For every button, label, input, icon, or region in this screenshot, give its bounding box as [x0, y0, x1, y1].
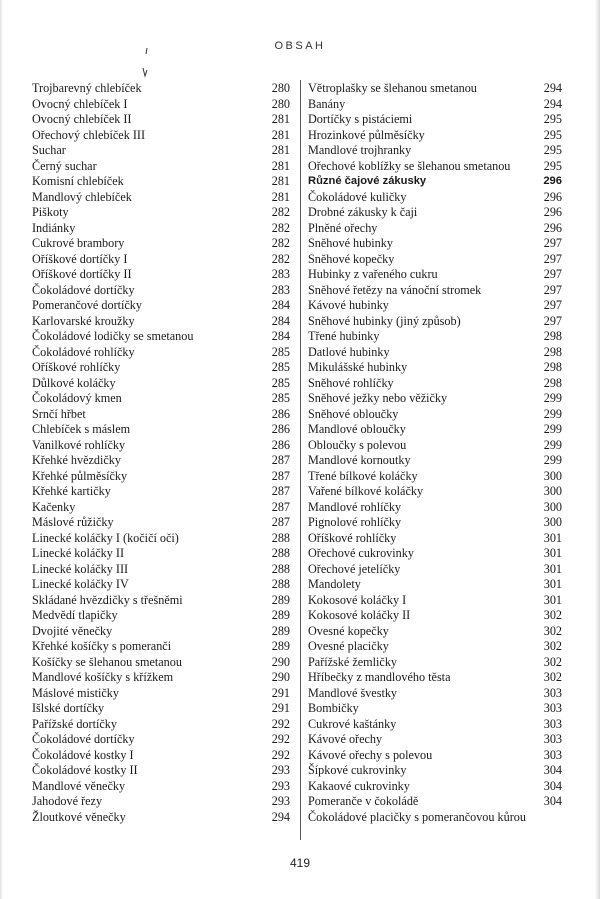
toc-entry-title: Čokoládové rohlíčky — [32, 344, 135, 359]
toc-entry-title: Různé čajové zákusky — [308, 175, 427, 187]
toc-entry-title: Indiánky — [32, 220, 76, 235]
toc-entry — [308, 500, 562, 516]
toc-entry-page: 300 — [543, 499, 562, 514]
toc-entry-title: Dvojité věnečky — [32, 623, 113, 638]
toc-entry-title: Bombičky — [308, 701, 359, 715]
toc-entry-page: 294 — [543, 96, 562, 111]
toc-entry-title: Čokoládové dortíčky — [32, 282, 135, 297]
toc-entry-page: 280 — [271, 96, 290, 111]
toc-entry-title: Máslové mističky — [32, 685, 119, 700]
toc-entry — [308, 345, 562, 361]
toc-entry-page: 293 — [271, 794, 290, 808]
toc-entry-title: Sněhové obloučky — [308, 406, 399, 421]
toc-entry-title: Třené bílkové koláčky — [308, 468, 418, 483]
toc-entry — [308, 376, 562, 392]
toc-entry — [308, 670, 562, 686]
toc-entry-page: 288 — [271, 577, 290, 591]
toc-entry — [308, 779, 562, 795]
toc-entry-title: Komisní chlebíček — [32, 174, 124, 188]
toc-entry — [32, 608, 290, 624]
toc-entry — [308, 190, 562, 206]
toc-entry-page: 290 — [271, 670, 290, 684]
toc-entry-page: 292 — [271, 732, 290, 746]
toc-entry-title: Srnčí hřbet — [32, 406, 86, 421]
toc-entry-title: Mandlové věnečky — [32, 778, 126, 793]
toc-entry — [308, 391, 562, 407]
toc-entry-title: Skládané hvězdičky s třešněmi — [32, 592, 183, 607]
toc-entry-title: Pomeranče v čokoládě — [308, 794, 419, 808]
toc-entry — [308, 593, 562, 609]
toc-entry — [308, 577, 562, 593]
page-title: OBSAH — [274, 40, 326, 52]
toc-entry-page: 282 — [271, 205, 290, 219]
toc-entry — [308, 112, 562, 128]
toc-entry-page: 299 — [543, 437, 562, 452]
toc-entry-page: 296 — [543, 175, 562, 187]
toc-entry-page: 297 — [543, 298, 562, 312]
toc-entry-page: 304 — [543, 763, 562, 777]
toc-entry-page: 286 — [271, 437, 290, 452]
toc-entry-title: Křehké košíčky s pomeranči — [32, 639, 172, 653]
toc-entry — [308, 469, 562, 485]
toc-entry-page: 281 — [271, 143, 290, 157]
toc-entry-title: Išlské dortíčky — [32, 701, 105, 715]
toc-entry — [32, 717, 290, 733]
toc-entry-title: Hubinky z vařeného cukru — [308, 267, 438, 281]
toc-entry-page: 299 — [543, 406, 562, 421]
toc-entry — [32, 422, 290, 438]
toc-entry-title: Pařížské dortíčky — [32, 716, 117, 731]
toc-entry-title: Čokoládový kmen — [32, 391, 122, 405]
toc-entry-page: 303 — [543, 701, 562, 715]
page-edge-shadow-left — [0, 0, 3, 899]
toc-entry — [308, 252, 562, 268]
toc-entry-page: 301 — [543, 577, 562, 591]
toc-entry-page: 299 — [543, 391, 562, 405]
toc-entry-title: Mandolety — [308, 577, 361, 591]
toc-entry-title: Čokoládové lodičky se smetanou — [32, 329, 194, 343]
toc-entry-page: 297 — [543, 251, 562, 266]
toc-entry-title: Větroplašky se šlehanou smetanou — [308, 81, 477, 95]
toc-entry-title: Ořechové cukrovinky — [308, 546, 414, 560]
toc-entry-title: Obloučky s polevou — [308, 437, 407, 452]
toc-entry-title: Cukrové kaštánky — [308, 716, 397, 731]
toc-entry — [32, 732, 290, 748]
toc-entry-title: Kakaové cukrovinky — [308, 778, 410, 793]
toc-entry — [308, 515, 562, 531]
toc-entry — [32, 438, 290, 454]
toc-entry-page: 281 — [271, 174, 290, 188]
toc-entry — [32, 469, 290, 485]
toc-entry — [308, 97, 562, 113]
toc-entry — [308, 205, 562, 221]
toc-entry-title: Mandlové obloučky — [308, 422, 406, 436]
toc-entry-page: 303 — [543, 716, 562, 731]
toc-entry-page: 295 — [543, 158, 562, 173]
toc-entry — [308, 422, 562, 438]
toc-entry-title: Oříškové rohlíčky — [32, 360, 121, 374]
toc-entry-page: 302 — [543, 670, 562, 684]
toc-entry-page: 304 — [543, 794, 562, 808]
toc-entry-title: Důlkové koláčky — [32, 375, 116, 390]
toc-entry-page: 286 — [271, 406, 290, 421]
toc-entry-page: 298 — [543, 360, 562, 374]
toc-entry — [32, 221, 290, 237]
toc-entry-page: 298 — [543, 329, 562, 343]
toc-entry-page: 293 — [271, 778, 290, 793]
toc-entry-title: Dortíčky s pistáciemi — [308, 112, 413, 126]
toc-entry-title: Jahodové řezy — [32, 794, 103, 808]
toc-entry-page: 294 — [543, 81, 562, 95]
toc-entry — [308, 748, 562, 764]
toc-entry — [32, 484, 290, 500]
toc-entry — [32, 794, 290, 810]
page-number: 419 — [289, 856, 311, 870]
toc-entry-page: 292 — [271, 716, 290, 731]
toc-entry-page: 299 — [543, 422, 562, 436]
toc-entry-title: Medvědí tlapičky — [32, 608, 118, 622]
toc-entry — [308, 717, 562, 733]
pen-mark — [140, 46, 152, 80]
toc-entry-page: 294 — [271, 809, 290, 824]
toc-entry-title: Linecké koláčky I (kočičí oči) — [32, 530, 179, 545]
toc-entry-title: Trojbarevný chlebíček — [32, 81, 142, 95]
toc-entry — [308, 298, 562, 314]
toc-entry-page: 297 — [543, 267, 562, 281]
toc-entry-page: 282 — [271, 251, 290, 266]
toc-entry-title: Křehké kartičky — [32, 484, 111, 498]
toc-entry — [32, 252, 290, 268]
toc-entry — [308, 329, 562, 345]
toc-entry-title: Křehké půlměsíčky — [32, 468, 128, 483]
toc-entry — [32, 298, 290, 314]
toc-entry — [32, 779, 290, 795]
toc-entry — [308, 639, 562, 655]
toc-entry-title: Ovesné placičky — [308, 639, 389, 653]
toc-entry — [308, 732, 562, 748]
toc-entry — [308, 794, 562, 810]
toc-entry-title: Máslové růžičky — [32, 515, 114, 529]
toc-entry-title: Kokosové koláčky II — [308, 608, 411, 622]
toc-entry-title: Šípkové cukrovinky — [308, 763, 407, 777]
toc-entry — [32, 670, 290, 686]
toc-entry — [32, 453, 290, 469]
toc-entry — [308, 624, 562, 640]
toc-entry-title: Čokoládové kostky II — [32, 763, 138, 777]
toc-entry-title: Ovocný chlebíček II — [32, 112, 132, 126]
toc-entry-title: Linecké koláčky IV — [32, 577, 129, 591]
toc-entry-page: 303 — [543, 747, 562, 762]
toc-entry-title: Ořechové jetelíčky — [308, 561, 401, 576]
toc-entry-page: 288 — [271, 530, 290, 545]
toc-entry-title: Linecké koláčky II — [32, 546, 125, 560]
toc-entry — [308, 453, 562, 469]
toc-entry — [32, 174, 290, 190]
toc-entry — [32, 112, 290, 128]
toc-entry-page: 300 — [543, 484, 562, 498]
toc-entry — [32, 407, 290, 423]
toc-entry-page: 284 — [271, 329, 290, 343]
toc-entry — [32, 391, 290, 407]
toc-entry-page: 286 — [271, 422, 290, 436]
toc-entry-title: Mandlový chlebíček — [32, 189, 132, 204]
toc-entry — [32, 748, 290, 764]
toc-entry-title: Mandlové švestky — [308, 685, 398, 700]
toc-entry-page: 301 — [543, 592, 562, 607]
toc-entry — [308, 546, 562, 562]
toc-entry-title: Sněhové řetězy na vánoční stromek — [308, 282, 482, 297]
toc-entry-title: Kávové hubinky — [308, 298, 389, 312]
toc-entry — [308, 531, 562, 547]
toc-entry-title: Křehké hvězdičky — [32, 453, 121, 467]
toc-entry-page: 289 — [271, 608, 290, 622]
toc-entry-title: Sněhové kopečky — [308, 251, 395, 266]
toc-entry-page: 298 — [543, 375, 562, 390]
column-divider — [300, 80, 301, 840]
toc-entry — [32, 283, 290, 299]
toc-entry-page: 285 — [271, 344, 290, 359]
toc-entry-title: Čokoládové kostky I — [32, 747, 134, 762]
toc-entry — [32, 159, 290, 175]
toc-entry-page: 295 — [543, 127, 562, 142]
toc-entry — [308, 128, 562, 144]
toc-column-right — [308, 81, 562, 825]
toc-entry-page: 297 — [543, 313, 562, 328]
toc-entry-title: Čokoládové kuličky — [308, 189, 407, 204]
toc-entry-page: 285 — [271, 360, 290, 374]
toc-entry-title: Čokoládové placičky s pomerančovou kůrou — [308, 809, 526, 824]
toc-entry-title: Čokoládové dortíčky — [32, 732, 135, 746]
toc-entry — [308, 236, 562, 252]
toc-entry — [308, 407, 562, 423]
toc-entry-page: 301 — [543, 530, 562, 545]
toc-entry — [32, 345, 290, 361]
toc-entry-page: 299 — [543, 453, 562, 467]
toc-entry-page: 303 — [543, 685, 562, 700]
toc-entry-title: Ovocný chlebíček I — [32, 96, 128, 111]
toc-entry-page: 284 — [271, 298, 290, 312]
toc-entry-title: Piškoty — [32, 205, 69, 219]
toc-entry-title: Pomerančové dortíčky — [32, 298, 142, 312]
toc-entry — [32, 531, 290, 547]
toc-entry-page: 287 — [271, 499, 290, 514]
toc-entry-page: 280 — [271, 81, 290, 95]
toc-entry-title: Drobné zákusky k čaji — [308, 205, 418, 219]
toc-entry — [32, 810, 290, 826]
toc-entry — [308, 655, 562, 671]
toc-entry — [308, 314, 562, 330]
toc-entry-title: Oříškové rohlíčky — [308, 530, 397, 545]
toc-entry — [308, 701, 562, 717]
toc-entry — [32, 639, 290, 655]
toc-entry-page: 288 — [271, 561, 290, 576]
toc-entry — [308, 484, 562, 500]
toc-entry-title: Chlebíček s máslem — [32, 422, 131, 436]
toc-entry — [32, 515, 290, 531]
toc-entry — [32, 97, 290, 113]
toc-entry-title: Černý suchar — [32, 158, 97, 173]
toc-entry-page: 295 — [543, 112, 562, 126]
toc-entry-title: Vanilkové rohlíčky — [32, 437, 126, 452]
toc-entry-title: Kokosové koláčky I — [308, 592, 407, 607]
toc-entry-page: 285 — [271, 375, 290, 390]
toc-entry-page: 289 — [271, 639, 290, 653]
toc-entry — [32, 376, 290, 392]
toc-entry-page: 282 — [271, 236, 290, 250]
toc-entry-page: 289 — [271, 623, 290, 638]
toc-entry-page: 297 — [543, 282, 562, 297]
toc-entry-page: 296 — [543, 189, 562, 204]
toc-entry-title: Košíčky se šlehanou smetanou — [32, 654, 182, 669]
toc-entry — [32, 763, 290, 779]
toc-entry-page: 302 — [543, 654, 562, 669]
toc-entry — [32, 128, 290, 144]
toc-entry — [32, 205, 290, 221]
toc-entry-title: Ovesné kopečky — [308, 623, 389, 638]
toc-entry — [308, 267, 562, 283]
toc-entry-title: Mandlové košíčky s křížkem — [32, 670, 174, 684]
toc-entry — [32, 624, 290, 640]
toc-entry-page: 293 — [271, 763, 290, 777]
toc-entry-title: Sněhové rohlíčky — [308, 375, 394, 390]
toc-entry — [32, 190, 290, 206]
toc-entry-page: 302 — [543, 623, 562, 638]
toc-entry-title: Vařené bílkové koláčky — [308, 484, 424, 498]
toc-entry-title: Sněhové hubinky (jiný způsob) — [308, 313, 461, 328]
toc-entry-page: 303 — [543, 732, 562, 746]
toc-entry-page: 301 — [543, 546, 562, 560]
toc-entry-page: 281 — [271, 189, 290, 204]
toc-entry-title: Ořechové koblížky se šlehanou smetanou — [308, 158, 511, 173]
toc-entry-title: Pařížské žemličky — [308, 654, 398, 669]
toc-entry — [308, 81, 562, 97]
page-edge-shadow-right — [595, 0, 600, 899]
toc-entry — [32, 267, 290, 283]
toc-entry — [308, 686, 562, 702]
toc-entry-title: Cukrové brambory — [32, 236, 125, 250]
toc-entry-page: 297 — [543, 236, 562, 250]
toc-entry-page: 291 — [271, 685, 290, 700]
toc-entry-page: 300 — [543, 468, 562, 483]
toc-entry-page: 281 — [271, 112, 290, 126]
toc-entry-title: Pignolové rohlíčky — [308, 515, 402, 529]
toc-entry-page: 289 — [271, 592, 290, 607]
toc-entry-title: Linecké koláčky III — [32, 561, 129, 576]
toc-entry-title: Hříbečky z mandlového těsta — [308, 670, 451, 684]
toc-entry-page: 287 — [271, 453, 290, 467]
toc-entry-title: Datlové hubinky — [308, 344, 390, 359]
toc-entry — [308, 159, 562, 175]
toc-entry-title: Karlovarské kroužky — [32, 313, 135, 328]
toc-entry-page: 283 — [271, 267, 290, 281]
toc-entry — [32, 562, 290, 578]
toc-entry — [308, 810, 562, 826]
toc-entry-page: 285 — [271, 391, 290, 405]
toc-entry-title: Plněné ořechy — [308, 220, 378, 235]
toc-entry-page: 300 — [543, 515, 562, 529]
toc-entry — [32, 546, 290, 562]
toc-entry — [32, 236, 290, 252]
toc-entry-title: Třené hubinky — [308, 329, 380, 343]
toc-entry-page: 302 — [543, 639, 562, 653]
toc-entry — [308, 763, 562, 779]
toc-entry-page: 296 — [543, 205, 562, 219]
toc-entry-title: Mandlové rohlíčky — [308, 499, 402, 514]
toc-entry — [32, 314, 290, 330]
toc-column-left — [32, 81, 290, 825]
toc-entry — [308, 221, 562, 237]
toc-entry — [308, 360, 562, 376]
toc-entry — [32, 500, 290, 516]
toc-entry-title: Oříškové dortíčky II — [32, 267, 132, 281]
toc-entry-page: 302 — [543, 608, 562, 622]
toc-entry-page: 284 — [271, 313, 290, 328]
toc-entry-title: Ořechový chlebíček III — [32, 127, 146, 142]
toc-entry — [308, 143, 562, 159]
toc-entry-title: Suchar — [32, 143, 66, 157]
toc-entry-title: Žloutkové věnečky — [32, 809, 126, 824]
toc-entry-title: Sněhové hubinky — [308, 236, 393, 250]
toc-entry-page: 301 — [543, 561, 562, 576]
toc-entry-title: Mikulášské hubinky — [308, 360, 408, 374]
toc-entry-page: 295 — [543, 143, 562, 157]
toc-entry-page: 283 — [271, 282, 290, 297]
toc-entry-page: 292 — [271, 747, 290, 762]
toc-entry — [32, 593, 290, 609]
toc-entry-title: Oříškové dortíčky I — [32, 251, 128, 266]
toc-entry-page: 282 — [271, 220, 290, 235]
toc-entry — [32, 577, 290, 593]
toc-entry-title: Hrozinkové půlměsíčky — [308, 127, 425, 142]
toc-entry-page: 287 — [271, 515, 290, 529]
toc-entry — [308, 283, 562, 299]
toc-entry-title: Kávové ořechy — [308, 732, 383, 746]
toc-entry-title: Sněhové ježky nebo věžičky — [308, 391, 448, 405]
toc-entry — [32, 81, 290, 97]
toc-entry — [32, 655, 290, 671]
toc-entry — [308, 608, 562, 624]
toc-entry-page: 296 — [543, 220, 562, 235]
toc-entry — [308, 438, 562, 454]
toc-entry-page: 287 — [271, 468, 290, 483]
toc-entry-title: Mandlové trojhranky — [308, 143, 412, 157]
toc-entry-page: 304 — [543, 778, 562, 793]
toc-entry-page: 290 — [271, 654, 290, 669]
toc-entry — [32, 701, 290, 717]
toc-entry-page: 281 — [271, 158, 290, 173]
toc-entry-title: Mandlové kornoutky — [308, 453, 411, 467]
toc-entry-page: 287 — [271, 484, 290, 498]
toc-entry — [32, 360, 290, 376]
toc-entry — [308, 562, 562, 578]
toc-entry-title: Kačenky — [32, 499, 76, 514]
toc-entry — [32, 686, 290, 702]
toc-entry — [32, 143, 290, 159]
toc-entry-page: 298 — [543, 344, 562, 359]
toc-entry-title: Banány — [308, 96, 346, 111]
toc-entry-title: Kávové ořechy s polevou — [308, 747, 433, 762]
toc-section-heading — [308, 174, 562, 190]
toc-entry-page: 291 — [271, 701, 290, 715]
toc-entry-page: 288 — [271, 546, 290, 560]
toc-entry-page: 281 — [271, 127, 290, 142]
toc-entry — [32, 329, 290, 345]
